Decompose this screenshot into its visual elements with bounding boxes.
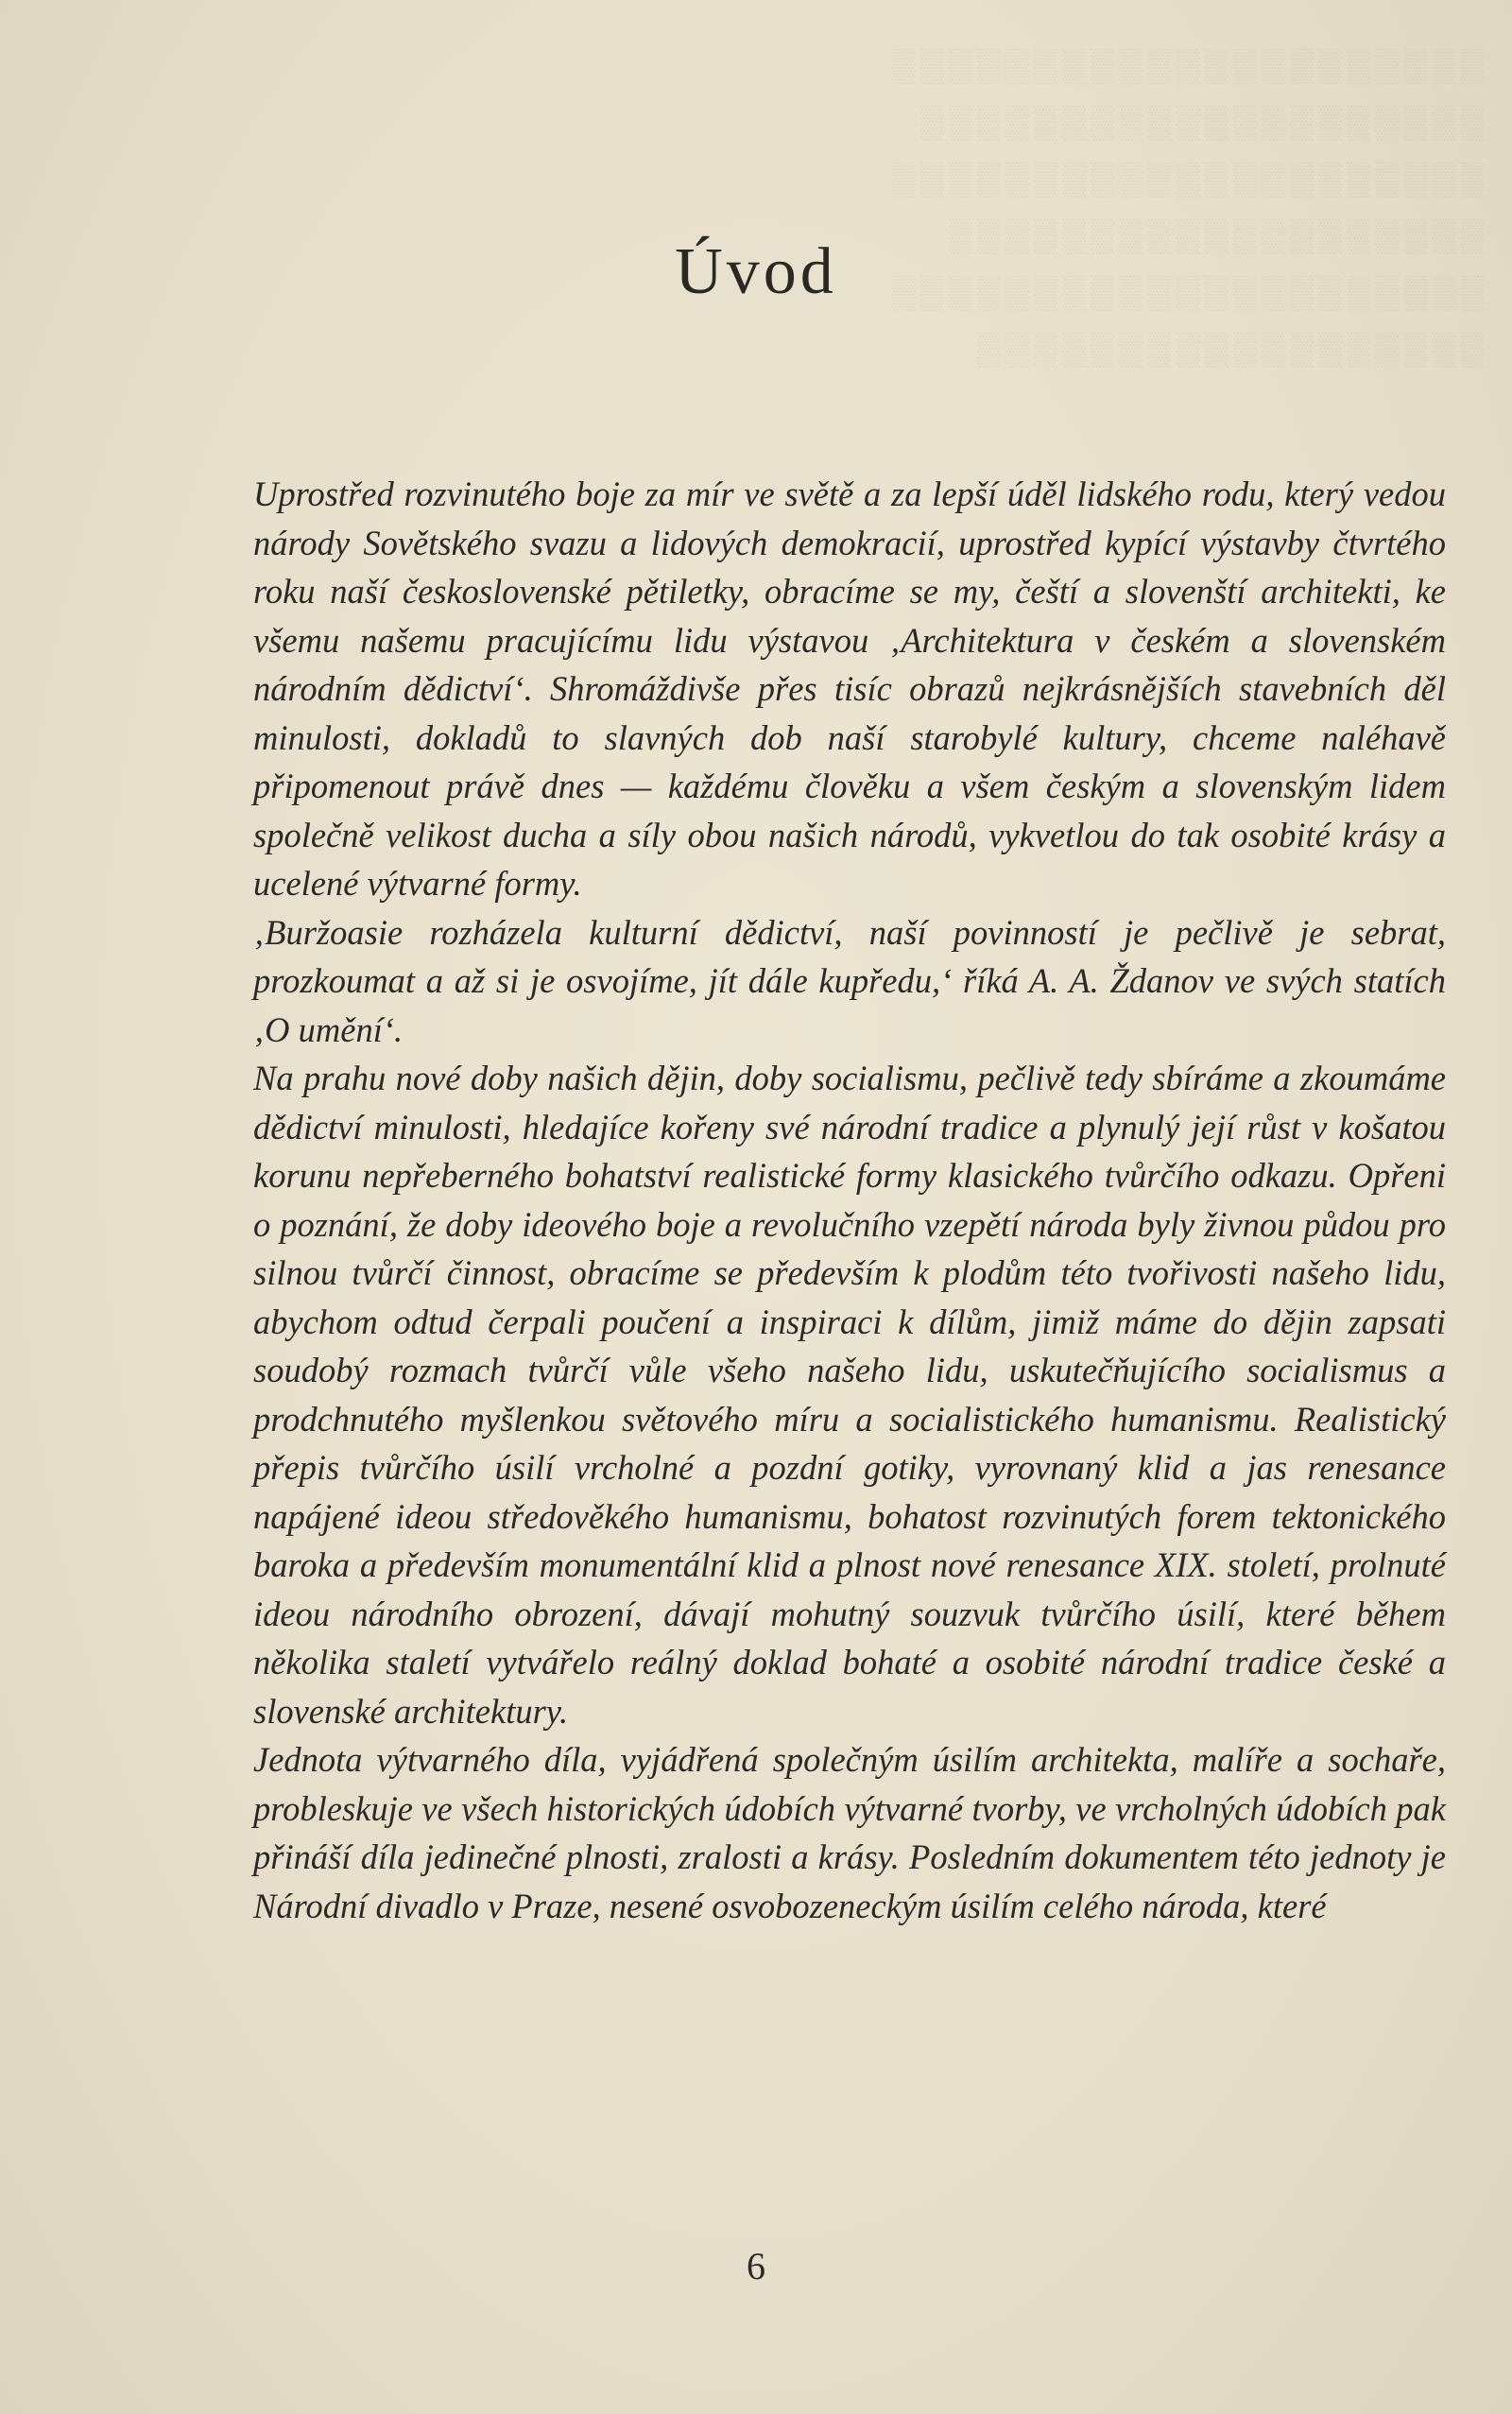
page-number: 6 [747, 2245, 765, 2287]
paragraph: Na prahu nové doby našich dějin, doby socialismu, pečlivě tedy sbíráme a zkoumáme dědictví minulosti, hledajíce kořeny své národní tradice a plynulý její růst v košatou korunu nepřeberného bohatství realistické formy klasického tvůrčího odkazu. Opřeni o poznání, že doby ideového boje a revolučního vzepětí národa byly živnou půdou pro silnou tvůrčí činnost, obracíme se především k plodům této tvořivosti našeho lidu, abychom odtud čerpali poučení a inspiraci k dílům, jimiž máme do dějin zapsati soudobý rozmach tvůrčí vůle všeho našeho lidu, uskutečňujícího socialismus a prodchnutého myšlenkou světového míru a socialistického humanismu. Realistický přepis tvůrčího úsilí vrcholné a pozdní gotiky, vyrovnaný klid a jas renesance napájené ideou středověkého humanismu, bohatost rozvinutých forem tektonického baroka a především monumentální klid a plnost nové renesance XIX. století, prolnuté ideou národního obrození, dávají mohutný souzvuk tvůrčího úsilí, které během několika staletí vytvářelo reálný doklad bohaté a osobité národní tradice české a slovenské architektury. [253, 1059, 1446, 1731]
paragraph: Jednota výtvarného díla, vyjádřená společným úsilím architekta, malíře a sochaře, probleskuje ve všech historických údobích výtvarné tvorby, ve vrcholných údobích pak přináší díla jedinečné plnosti, zralosti a krásy. Posledním dokumentem této jednoty je Národní divadlo v Praze, nesené osvobozeneckým úsilím celého národa, které [253, 1740, 1446, 1925]
paragraph: ‚Buržoasie rozházela kulturní dědictví, naší povinností je pečlivě je sebrat, prozkoumat a až si je osvojíme, jít dále kupředu,‘ říká A. A. Ždanov ve svých statích ‚O umění‘. [253, 912, 1446, 1049]
body-text [253, 470, 1446, 1930]
reverse-side-show-through: ▒▒▒▒▒▒▒▒▒▒▒▒▒▒▒▒▒▒▒▒▒ ▒▒▒▒▒▒▒▒▒▒▒▒▒▒▒▒▒▒▒▒ ▒▒▒▒▒▒▒▒▒▒▒▒▒▒▒▒▒▒▒▒▒ ▒▒▒▒▒▒▒▒▒▒▒▒▒▒▒▒▒▒▒ ▒▒▒▒▒▒▒▒▒▒▒▒▒▒▒▒▒▒▒▒▒ ▒▒▒▒▒▒▒▒▒▒▒▒▒▒▒▒▒▒ [886, 48, 1484, 367]
paragraph: Uprostřed rozvinutého boje za mír ve světě a za lepší úděl lidského rodu, který vedou národy Sovětského svazu a lidových demokracií, uprostřed kypící výstavby čtvrtého roku naší československé pětiletky, obracíme se my, čeští a slovenští architekti, ke všemu našemu pracujícímu lidu výstavou ‚Architektura v českém a slovenském národním dědictví‘. Shromáždivše přes tisíc obrazů nejkrásnějších stavebních děl minulosti, dokladů to slavných dob naší starobylé kultury, chceme naléhavě připomenout právě dnes — každému člověku a všem českým a slovenským lidem společně velikost ducha a síly obou našich národů, vykvetlou do tak osobité krásy a ucelené výtvarné formy. [253, 474, 1446, 903]
page-title: Úvod [675, 235, 837, 308]
